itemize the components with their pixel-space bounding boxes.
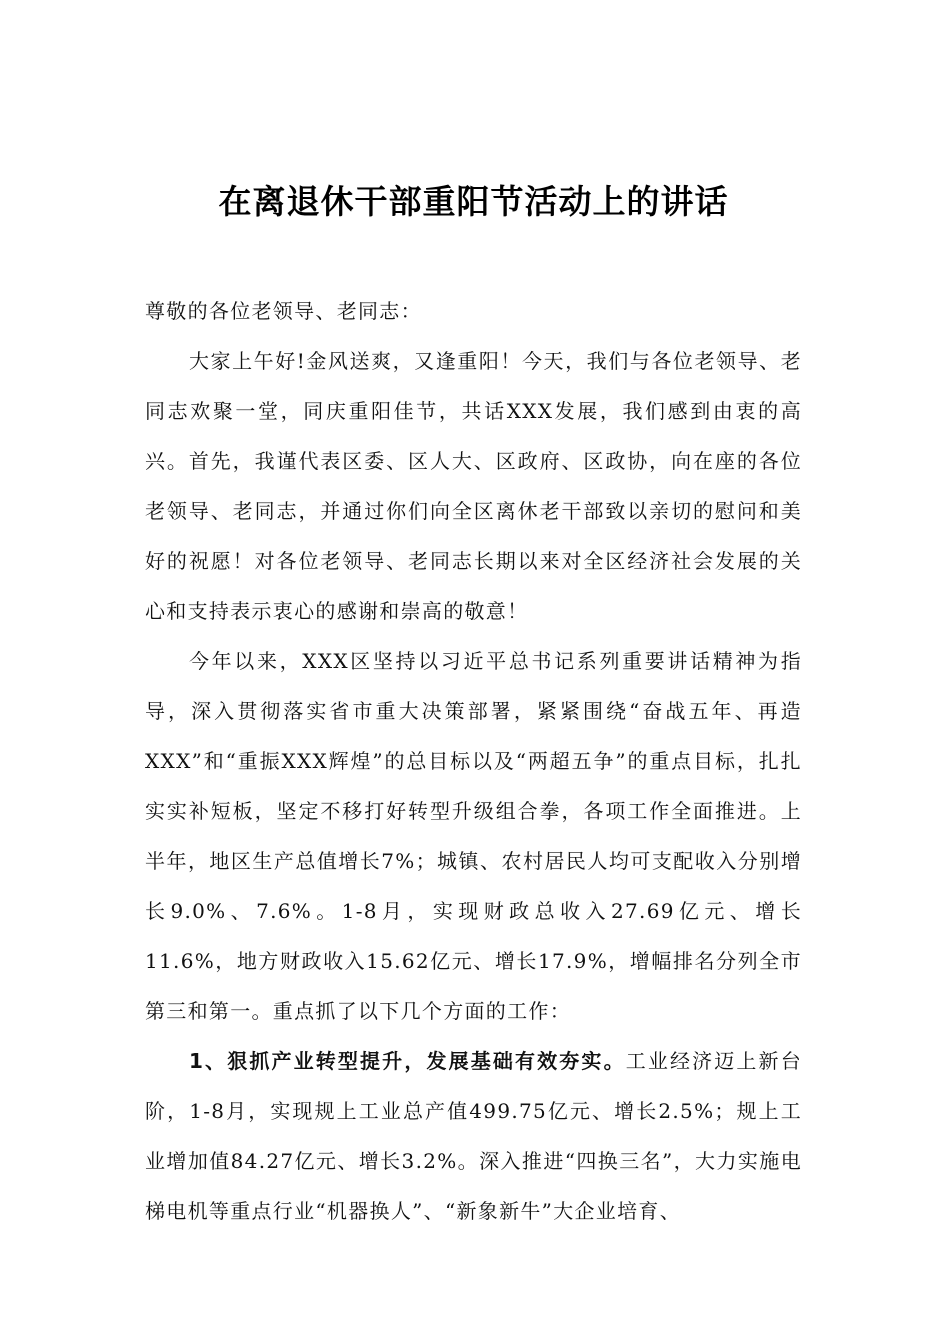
- paragraph-summary: [145, 636, 802, 1036]
- paragraph-lead-heading: 1、狠抓产业转型提升，发展基础有效夯实。: [189, 1049, 626, 1073]
- paragraph-greeting: [145, 336, 802, 636]
- salutation: 尊敬的各位老领导、老同志：: [145, 299, 422, 323]
- paragraph-industry: [145, 1036, 802, 1236]
- paragraph-text: 大家上午好!金风送爽，又逢重阳！今天，我们与各位老领导、老同志欢聚一堂，同庆重阳佳节，共话XXX发展，我们感到由衷的高兴。首先，我谨代表区委、区人大、区政府、区政协，向在座的各位老领导、老同志，并通过你们向全区离休老干部致以亲切的慰问和美好的祝愿！对各位老领导、老同志长期以来对全区经济社会发展的关心和支持表示衷心的感谢和崇高的敬意！: [145, 349, 802, 623]
- document-title: 在离退休干部重阳节活动上的讲话: [218, 182, 729, 221]
- paragraph-text: 工业经济迈上新台阶，1-8月，实现规上工业总产值499.75亿元、增长2.5%；规上工业增加值84.27亿元、增长3.2%。深入推进“四换三名”，大力实施电梯电机等重点行业“机器换人”、“新象新牛”大企业培育、: [145, 1049, 802, 1223]
- paragraph-text: 今年以来，XXX区坚持以习近平总书记系列重要讲话精神为指导，深入贯彻落实省市重大决策部署，紧紧围绕“奋战五年、再造XXX”和“重振XXX辉煌”的总目标以及“两超五争”的重点目标，扎扎实实补短板，坚定不移打好转型升级组合拳，各项工作全面推进。上半年，地区生产总值增长7%；城镇、农村居民人均可支配收入分别增长9.0%、7.6%。1-8月，实现财政总收入27.69亿元、增长11.6%，地方财政收入15.62亿元、增长17.9%，增幅排名分列全市第三和第一。重点抓了以下几个方面的工作：: [145, 649, 802, 1023]
